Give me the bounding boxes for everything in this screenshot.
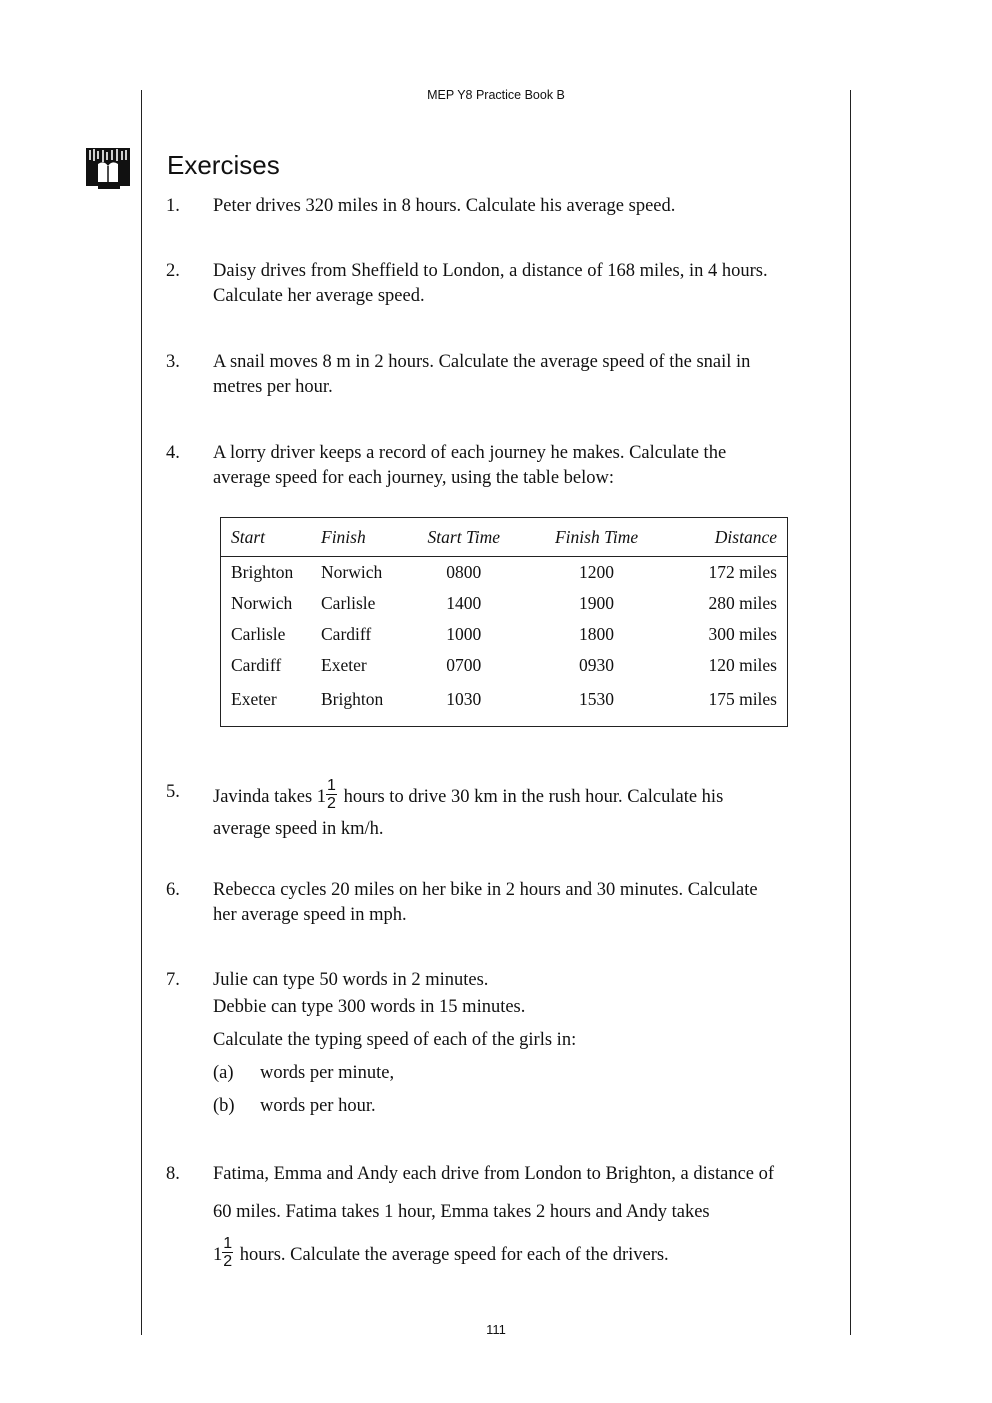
table-header-row: [221, 518, 788, 557]
question-number: 1.: [166, 196, 180, 216]
question-text-line: Rebecca cycles 20 miles on her bike in 2 hours and 30 minutes. Calculate: [213, 880, 758, 900]
table-row: [221, 650, 788, 681]
question-text-line: Fatima, Emma and Andy each drive from London to Brighton, a distance of: [213, 1164, 775, 1184]
cell-start-time: 0700: [446, 655, 482, 675]
column-header: Distance: [667, 518, 788, 557]
question-text-line: Calculate the typing speed of each of the girls in:: [213, 1030, 577, 1050]
sub-question-text: words per minute,: [260, 1063, 395, 1083]
cell-finish: Carlisle: [321, 593, 376, 613]
cell-start-time: 1030: [446, 689, 482, 709]
fraction-half: [222, 1235, 233, 1270]
column-header: Finish: [311, 518, 401, 557]
question-text-line: A lorry driver keeps a record of each journey he makes. Calculate the: [213, 443, 727, 463]
question-number: 8.: [166, 1164, 180, 1184]
column-header: Finish Time: [527, 518, 667, 557]
question-7: [166, 968, 846, 1119]
cell-finish-time: 1530: [579, 689, 615, 709]
right-margin-rule: [850, 90, 851, 1335]
hands-writing-icon: [84, 146, 132, 190]
text-segment: Javinda takes 1: [213, 786, 327, 807]
book-header: MEP Y8 Practice Book B: [427, 88, 565, 102]
question-text-line: average speed in km/h.: [213, 819, 384, 839]
question-3: [166, 350, 846, 400]
fraction-numerator: 1: [223, 1235, 233, 1252]
text-segment: hours. Calculate the average speed for each of the drivers.: [235, 1244, 669, 1265]
sub-question-a: [213, 1061, 846, 1086]
question-2: [166, 259, 846, 309]
cell-distance: 300 miles: [708, 624, 777, 644]
table-row: [221, 619, 788, 650]
sub-question-b: [213, 1094, 846, 1119]
question-text-line: Julie can type 50 words in 2 minutes.: [213, 970, 489, 990]
cell-finish-time: 1200: [579, 562, 615, 582]
question-text-line: A snail moves 8 m in 2 hours. Calculate the average speed of the snail in: [213, 352, 751, 372]
cell-finish: Cardiff: [321, 624, 372, 644]
question-1: [166, 194, 846, 219]
fraction-denominator: 2: [223, 1253, 233, 1270]
question-text-line: [213, 1235, 856, 1273]
column-header: Start Time: [401, 518, 527, 557]
page-number: 111: [486, 1322, 506, 1337]
table-row: [221, 557, 788, 589]
question-text-line: her average speed in mph.: [213, 905, 407, 925]
question-number: 5.: [166, 782, 180, 802]
question-number: 6.: [166, 880, 180, 900]
cell-finish-time: 1900: [579, 593, 615, 613]
question-number: 7.: [166, 970, 180, 990]
question-5: [166, 777, 846, 842]
text-segment: hours to drive 30 km in the rush hour. Calculate his: [338, 786, 724, 807]
cell-start-time: 0800: [446, 562, 482, 582]
cell-start: Carlisle: [231, 624, 286, 644]
question-number: 2.: [166, 261, 180, 281]
cell-distance: 120 miles: [708, 655, 777, 675]
fraction-numerator: 1: [327, 777, 336, 794]
cell-start: Norwich: [231, 593, 293, 613]
sub-question-label: (b): [213, 1096, 235, 1116]
cell-start: Cardiff: [231, 655, 282, 675]
cell-finish-time: 1800: [579, 624, 615, 644]
question-text-line: average speed for each journey, using the table below:: [213, 468, 615, 488]
cell-finish: Exeter: [321, 655, 367, 675]
table-row: [221, 588, 788, 619]
column-header: Start: [221, 518, 312, 557]
cell-start: Brighton: [231, 562, 294, 582]
question-text-line: Debbie can type 300 words in 15 minutes.: [213, 997, 526, 1017]
sub-question-text: words per hour.: [260, 1096, 376, 1116]
question-number: 4.: [166, 443, 180, 463]
fraction-denominator: 2: [327, 795, 336, 812]
journey-table: [220, 517, 788, 727]
cell-distance: 175 miles: [708, 689, 777, 709]
text-segment: 1: [213, 1244, 223, 1265]
cell-finish: Norwich: [321, 562, 383, 582]
question-text-line: Daisy drives from Sheffield to London, a distance of 168 miles, in 4 hours.: [213, 261, 768, 281]
section-title: Exercises: [167, 150, 280, 180]
question-8: [166, 1162, 856, 1273]
question-text-line: metres per hour.: [213, 377, 333, 397]
table-row: [221, 681, 788, 727]
cell-start-time: 1400: [446, 593, 482, 613]
question-number: 3.: [166, 352, 180, 372]
left-margin-rule: [141, 90, 142, 1335]
question-text-line: [213, 777, 846, 815]
cell-finish-time: 0930: [579, 655, 615, 675]
cell-start-time: 1000: [446, 624, 482, 644]
cell-distance: 280 miles: [708, 593, 777, 613]
question-6: [166, 878, 846, 928]
question-text: Peter drives 320 miles in 8 hours. Calculate his average speed.: [213, 196, 676, 216]
sub-question-label: (a): [213, 1063, 234, 1083]
cell-start: Exeter: [231, 689, 277, 709]
cell-distance: 172 miles: [708, 562, 777, 582]
question-4: [166, 441, 846, 491]
question-text-line: Calculate her average speed.: [213, 286, 425, 306]
cell-finish: Brighton: [321, 689, 384, 709]
question-text-line: 60 miles. Fatima takes 1 hour, Emma takes 2 hours and Andy takes: [213, 1202, 710, 1222]
fraction-half: [326, 777, 337, 812]
